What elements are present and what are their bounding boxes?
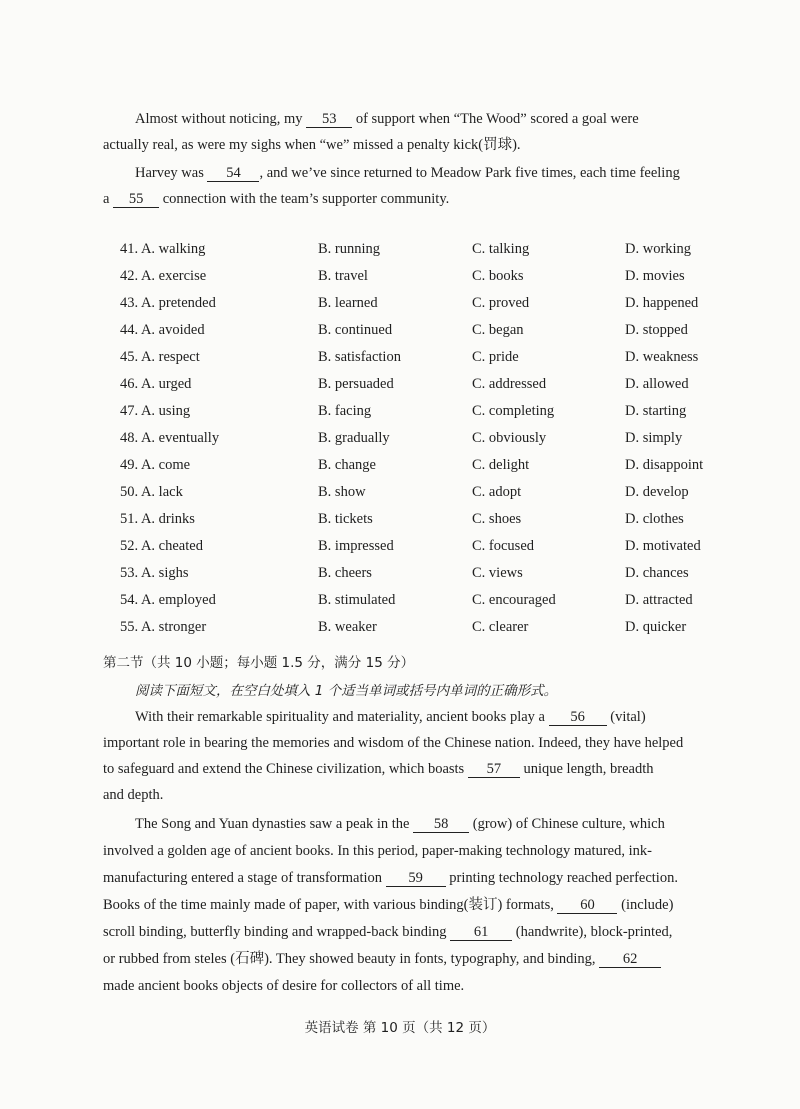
text: Harvey was — [135, 165, 204, 181]
option-row-44 — [0, 322, 800, 349]
option-a: 43. A. pretended — [120, 295, 216, 311]
blank-55: 55 — [113, 191, 159, 208]
option-b: B. continued — [318, 322, 393, 338]
text: Books of the time mainly made of paper, with various binding(装订) formats, — [103, 897, 554, 913]
option-d: D. quicker — [625, 619, 687, 635]
option-row-52 — [0, 538, 800, 565]
option-d: D. movies — [625, 268, 685, 284]
text: (include) — [621, 897, 674, 913]
s2p1-line2: important role in bearing the memories and wisdom of the Chinese nation. Indeed, they have helped — [103, 735, 684, 751]
s2p2-line4 — [103, 892, 673, 918]
text: With their remarkable spirituality and materiality, ancient books play a — [135, 709, 545, 725]
text: manufacturing entered a stage of transformation — [103, 870, 383, 886]
text: printing technology reached perfection. — [449, 870, 678, 886]
option-a: 51. A. drinks — [120, 511, 195, 527]
option-a: 49. A. come — [120, 457, 191, 473]
s2p2-line3 — [103, 865, 678, 891]
option-b: B. facing — [318, 403, 372, 419]
option-d: D. disappoint — [625, 457, 704, 473]
option-a: 52. A. cheated — [120, 538, 203, 554]
option-c: C. shoes — [472, 511, 522, 527]
option-d: D. clothes — [625, 511, 684, 527]
option-c: C. pride — [472, 349, 519, 365]
text: Almost without noticing, my — [135, 111, 303, 127]
option-c: C. proved — [472, 295, 530, 311]
option-c: C. obviously — [472, 430, 547, 446]
option-row-51 — [0, 511, 800, 538]
option-b: B. stimulated — [318, 592, 396, 608]
s2p2-line7: made ancient books objects of desire for collectors of all time. — [103, 978, 465, 994]
blank-61: 61 — [450, 924, 512, 941]
text: of support when “The Wood” scored a goal were — [355, 111, 639, 127]
option-row-43 — [0, 295, 800, 322]
option-row-54 — [0, 592, 800, 619]
text: connection with the team’s supporter community. — [162, 191, 450, 207]
option-a: 54. A. employed — [120, 592, 216, 608]
option-row-55 — [0, 619, 800, 646]
text: scroll binding, butterfly binding and wrapped-back binding — [103, 924, 447, 940]
s2p2-line1 — [135, 811, 665, 837]
blank-62: 62 — [599, 951, 661, 968]
option-b: B. impressed — [318, 538, 394, 554]
option-row-50 — [0, 484, 800, 511]
text: The Song and Yuan dynasties saw a peak in the — [135, 816, 410, 832]
option-c: C. books — [472, 268, 524, 284]
option-d: D. simply — [625, 430, 683, 446]
blank-56: 56 — [549, 709, 607, 726]
page-footer: 英语试卷 第 10 页（共 12 页） — [304, 1020, 496, 1036]
blank-53: 53 — [306, 111, 352, 128]
section-instruction: 阅读下面短文，在空白处填入 1 个适当单词或括号内单词的正确形式。 — [135, 683, 558, 699]
option-b: B. learned — [318, 295, 378, 311]
blank-60: 60 — [557, 897, 617, 914]
option-c: C. clearer — [472, 619, 529, 635]
option-a: 42. A. exercise — [120, 268, 207, 284]
option-d: D. motivated — [625, 538, 701, 554]
option-d: D. weakness — [625, 349, 699, 365]
option-c: C. talking — [472, 241, 530, 257]
option-a: 46. A. urged — [120, 376, 192, 392]
option-a: 47. A. using — [120, 403, 191, 419]
option-d: D. allowed — [625, 376, 689, 392]
option-c: C. began — [472, 322, 524, 338]
option-b: B. running — [318, 241, 381, 257]
option-row-53 — [0, 565, 800, 592]
passage1-line4 — [103, 186, 449, 212]
option-a: 48. A. eventually — [120, 430, 220, 446]
text: unique length, breadth — [523, 761, 654, 777]
s2p1-line4: and depth. — [103, 787, 164, 803]
s2p1-line3 — [103, 756, 654, 782]
option-b: B. tickets — [318, 511, 373, 527]
blank-59: 59 — [386, 870, 446, 887]
s2p2-line2: involved a golden age of ancient books. In this period, paper-making technology matured, ink- — [103, 843, 652, 859]
text: (grow) of Chinese culture, which — [472, 816, 665, 832]
option-a: 44. A. avoided — [120, 322, 205, 338]
option-c: C. focused — [472, 538, 535, 554]
option-b: B. show — [318, 484, 366, 500]
option-b: B. travel — [318, 268, 368, 284]
option-c: C. encouraged — [472, 592, 556, 608]
option-a: 55. A. stronger — [120, 619, 207, 635]
option-row-42 — [0, 268, 800, 295]
text: or rubbed from steles (石碑). They showed beauty in fonts, typography, and binding, — [103, 951, 596, 967]
passage1-line2: actually real, as were my sighs when “we” missed a penalty kick(罚球). — [103, 137, 521, 153]
option-d: D. chances — [625, 565, 689, 581]
option-a: 53. A. sighs — [120, 565, 189, 581]
text: , and we’ve since returned to Meadow Park five times, each time feeling — [259, 165, 680, 181]
blank-58: 58 — [413, 816, 469, 833]
option-c: C. adopt — [472, 484, 522, 500]
option-c: C. delight — [472, 457, 530, 473]
section-heading: 第二节（共 10 小题；每小题 1.5 分，满分 15 分） — [103, 655, 415, 671]
passage1-line3 — [135, 160, 680, 186]
option-d: D. develop — [625, 484, 689, 500]
option-d: D. stopped — [625, 322, 688, 338]
option-b: B. weaker — [318, 619, 377, 635]
text: (vital) — [610, 709, 646, 725]
option-row-46 — [0, 376, 800, 403]
option-a: 41. A. walking — [120, 241, 206, 257]
blank-54: 54 — [207, 165, 259, 182]
option-d: D. attracted — [625, 592, 693, 608]
option-c: C. completing — [472, 403, 555, 419]
option-b: B. change — [318, 457, 376, 473]
option-b: B. satisfaction — [318, 349, 401, 365]
option-c: C. views — [472, 565, 523, 581]
s2p2-line5 — [103, 919, 672, 945]
option-d: D. working — [625, 241, 692, 257]
option-b: B. persuaded — [318, 376, 394, 392]
option-row-41 — [0, 241, 800, 268]
option-row-47 — [0, 403, 800, 430]
passage1-line1 — [135, 106, 639, 132]
option-row-48 — [0, 430, 800, 457]
option-a: 50. A. lack — [120, 484, 183, 500]
option-d: D. starting — [625, 403, 687, 419]
s2p2-line6 — [103, 946, 661, 972]
option-row-49 — [0, 457, 800, 484]
option-b: B. cheers — [318, 565, 372, 581]
s2p1-line1 — [135, 704, 646, 730]
text: to safeguard and extend the Chinese civilization, which boasts — [103, 761, 465, 777]
option-a: 45. A. respect — [120, 349, 200, 365]
option-c: C. addressed — [472, 376, 547, 392]
option-d: D. happened — [625, 295, 699, 311]
text: (handwrite), block-printed, — [515, 924, 673, 940]
option-row-45 — [0, 349, 800, 376]
text: a — [103, 191, 110, 207]
option-b: B. gradually — [318, 430, 390, 446]
blank-57: 57 — [468, 761, 520, 778]
